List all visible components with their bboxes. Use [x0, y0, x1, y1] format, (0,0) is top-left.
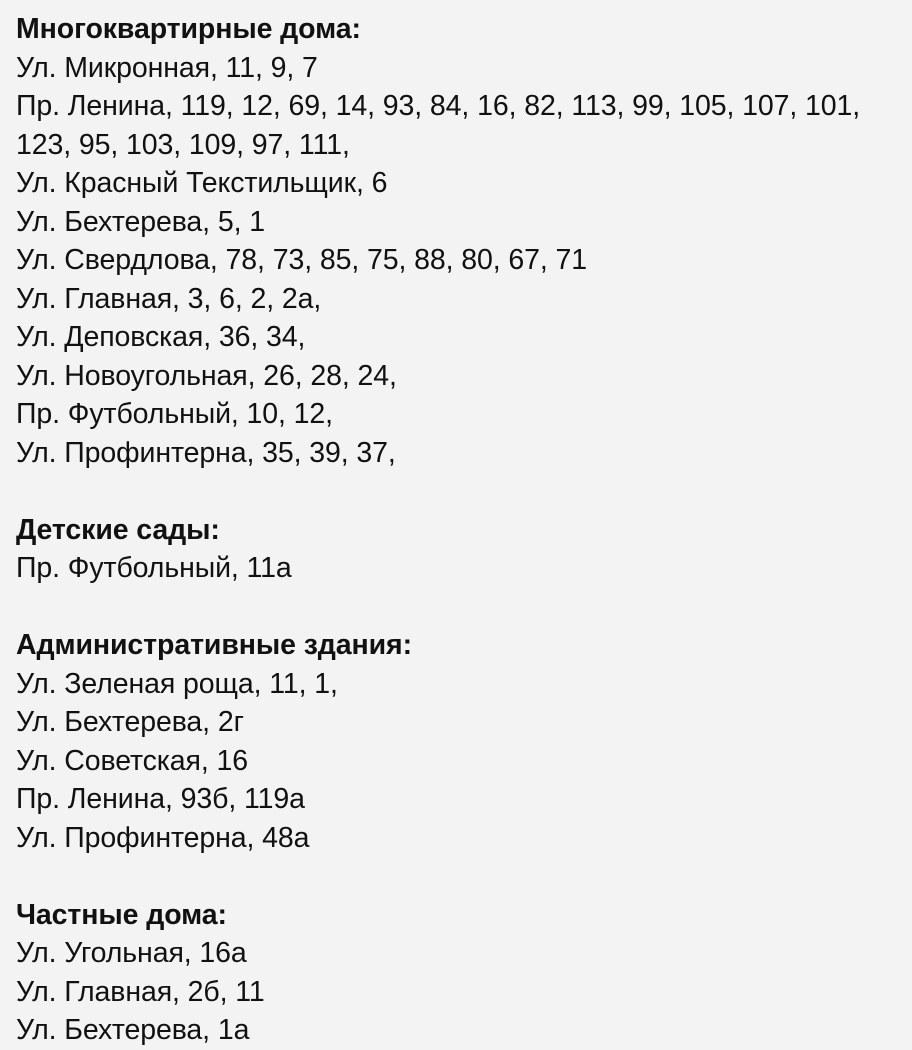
address-line: Ул. Советская, 16 — [16, 744, 249, 777]
address-line: Ул. Новоугольная, 26, 28, 24, — [16, 359, 397, 392]
address-line: Ул. Бехтерева, 5, 1 — [16, 205, 265, 238]
section-heading: Административные здания: — [16, 629, 412, 661]
address-line: Ул. Свердлова, 78, 73, 85, 75, 88, 80, 67, 71 — [16, 244, 588, 276]
section-gap — [16, 588, 906, 627]
section-private-houses — [16, 896, 906, 1050]
address-line: Ул. Главная, 2б, 11 — [16, 975, 265, 1008]
address-line: Пр. Ленина, 119, 12, 69, 14, 93, 84, 16, 82, 113, 99, 105, 107, 101, — [16, 90, 861, 122]
address-line: Пр. Ленина, 93б, 119а — [16, 783, 305, 815]
section-heading: Многоквартирные дома: — [16, 13, 361, 45]
section-gap — [16, 472, 906, 511]
section-heading: Частные дома: — [16, 898, 227, 931]
section-kindergartens — [16, 511, 906, 588]
address-line: Ул. Зеленая роща, 11, 1, — [16, 667, 338, 700]
address-line: Ул. Деповская, 36, 34, — [16, 321, 306, 353]
address-line: Ул. Главная, 3, 6, 2, 2а, — [16, 282, 322, 315]
section-apartment-buildings — [16, 10, 906, 472]
address-line: Ул. Угольная, 16а — [16, 937, 247, 969]
address-list-document — [16, 10, 906, 1050]
address-line: Ул. Бехтерева, 2г — [16, 706, 244, 738]
section-administrative-buildings — [16, 626, 906, 857]
address-line: Ул. Профинтерна, 35, 39, 37, — [16, 436, 396, 469]
section-heading: Детские сады: — [16, 513, 220, 546]
address-line: Ул. Профинтерна, 48а — [16, 821, 310, 854]
address-line: Ул. Бехтерева, 1а — [16, 1014, 250, 1046]
section-gap — [16, 857, 906, 896]
address-line: Пр. Футбольный, 10, 12, — [16, 398, 334, 430]
address-line: Пр. Футбольный, 11а — [16, 552, 292, 584]
address-line: Ул. Красный Текстильщик, 6 — [16, 167, 388, 199]
address-line-continuation: 123, 95, 103, 109, 97, 111, — [16, 128, 350, 161]
address-line: Ул. Микронная, 11, 9, 7 — [16, 51, 318, 84]
